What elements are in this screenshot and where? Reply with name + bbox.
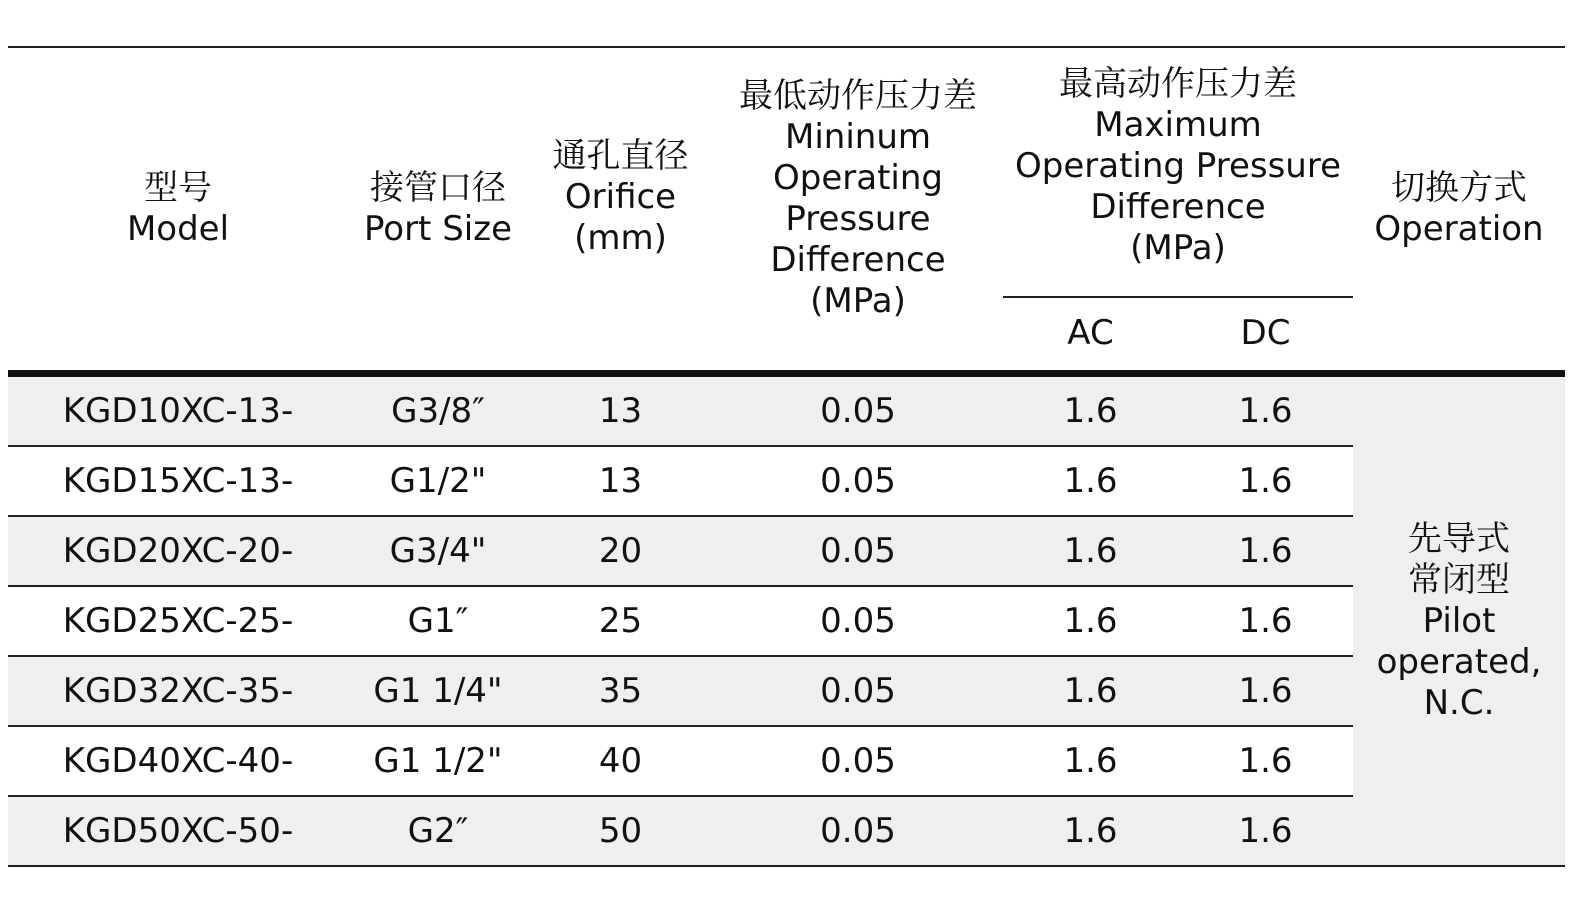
header-min-pressure-en2: Operating xyxy=(773,158,943,198)
header-model xyxy=(8,47,348,374)
cell-min-pressure: 0.05 xyxy=(713,446,1003,516)
cell-dc: 1.6 xyxy=(1178,446,1353,516)
table-row xyxy=(8,796,1565,866)
header-max-pressure-unit: (MPa) xyxy=(1130,228,1226,268)
cell-min-pressure: 0.05 xyxy=(713,586,1003,656)
cell-min-pressure: 0.05 xyxy=(713,796,1003,866)
header-min-pressure xyxy=(713,47,1003,374)
cell-ac: 1.6 xyxy=(1003,446,1178,516)
cell-port: G2″ xyxy=(348,796,528,866)
cell-port: G1″ xyxy=(348,586,528,656)
header-operation-en: Operation xyxy=(1374,209,1544,249)
cell-port: G1/2" xyxy=(348,446,528,516)
spec-table xyxy=(8,46,1565,867)
header-port-size xyxy=(348,47,528,374)
cell-ac: 1.6 xyxy=(1003,656,1178,726)
cell-dc: 1.6 xyxy=(1178,516,1353,586)
header-min-pressure-en4: Difference xyxy=(770,240,946,280)
cell-dc: 1.6 xyxy=(1178,796,1353,866)
operation-en3: N.C. xyxy=(1423,682,1495,723)
header-max-pressure-en1: Maximum xyxy=(1094,105,1262,145)
header-orifice-zh: 通孔直径 xyxy=(552,136,689,176)
header-port-size-zh: 接管口径 xyxy=(370,168,506,208)
cell-orifice: 25 xyxy=(528,586,713,656)
cell-model: KGD50XC-50- xyxy=(8,796,348,866)
table-row xyxy=(8,586,1565,656)
cell-model: KGD32XC-35- xyxy=(8,656,348,726)
header-min-pressure-unit: (MPa) xyxy=(810,281,906,321)
cell-min-pressure: 0.05 xyxy=(713,726,1003,796)
cell-dc: 1.6 xyxy=(1178,377,1353,446)
header-min-pressure-zh: 最低动作压力差 xyxy=(739,76,977,116)
operation-zh1: 先导式 xyxy=(1408,518,1511,559)
operation-en2: operated, xyxy=(1376,641,1542,682)
cell-ac: 1.6 xyxy=(1003,726,1178,796)
cell-ac: 1.6 xyxy=(1003,377,1178,446)
header-orifice xyxy=(528,47,713,374)
header-min-pressure-en1: Mininum xyxy=(785,117,931,157)
header-dc: DC xyxy=(1178,297,1353,374)
header-ac: AC xyxy=(1003,297,1178,374)
cell-ac: 1.6 xyxy=(1003,516,1178,586)
cell-min-pressure: 0.05 xyxy=(713,656,1003,726)
cell-dc: 1.6 xyxy=(1178,586,1353,656)
cell-dc: 1.6 xyxy=(1178,726,1353,796)
header-min-pressure-en3: Pressure xyxy=(785,199,931,239)
header-orifice-unit: (mm) xyxy=(574,218,667,258)
cell-min-pressure: 0.05 xyxy=(713,377,1003,446)
operation-en1: Pilot xyxy=(1422,600,1496,641)
cell-ac: 1.6 xyxy=(1003,796,1178,866)
cell-model: KGD20XC-20- xyxy=(8,516,348,586)
cell-model: KGD40XC-40- xyxy=(8,726,348,796)
header-max-pressure xyxy=(1003,47,1353,297)
header-model-en: Model xyxy=(126,209,230,249)
header-max-pressure-zh: 最高动作压力差 xyxy=(1059,64,1297,104)
table-row xyxy=(8,446,1565,516)
cell-orifice: 13 xyxy=(528,377,713,446)
cell-port: G3/4" xyxy=(348,516,528,586)
header-max-pressure-en3: Difference xyxy=(1090,187,1266,227)
cell-operation xyxy=(1353,377,1565,866)
cell-ac: 1.6 xyxy=(1003,586,1178,656)
header-port-size-en: Port Size xyxy=(363,209,512,249)
cell-port: G3/8″ xyxy=(348,377,528,446)
table-row xyxy=(8,377,1565,446)
operation-zh2: 常闭型 xyxy=(1408,559,1511,600)
table-row xyxy=(8,656,1565,726)
cell-orifice: 20 xyxy=(528,516,713,586)
cell-orifice: 50 xyxy=(528,796,713,866)
cell-min-pressure: 0.05 xyxy=(713,516,1003,586)
cell-model: KGD10XC-13- xyxy=(8,377,348,446)
cell-port: G1 1/4" xyxy=(348,656,528,726)
table-row xyxy=(8,726,1565,796)
cell-port: G1 1/2" xyxy=(348,726,528,796)
header-max-pressure-en2: Operating Pressure xyxy=(1015,146,1341,186)
cell-dc: 1.6 xyxy=(1178,656,1353,726)
cell-orifice: 35 xyxy=(528,656,713,726)
cell-orifice: 40 xyxy=(528,726,713,796)
cell-orifice: 13 xyxy=(528,446,713,516)
cell-model: KGD15XC-13- xyxy=(8,446,348,516)
header-orifice-en: Orifice xyxy=(564,177,677,217)
header-model-zh: 型号 xyxy=(144,168,212,208)
cell-model: KGD25XC-25- xyxy=(8,586,348,656)
header-operation xyxy=(1353,47,1565,374)
table-row xyxy=(8,516,1565,586)
header-operation-zh: 切换方式 xyxy=(1391,168,1528,208)
